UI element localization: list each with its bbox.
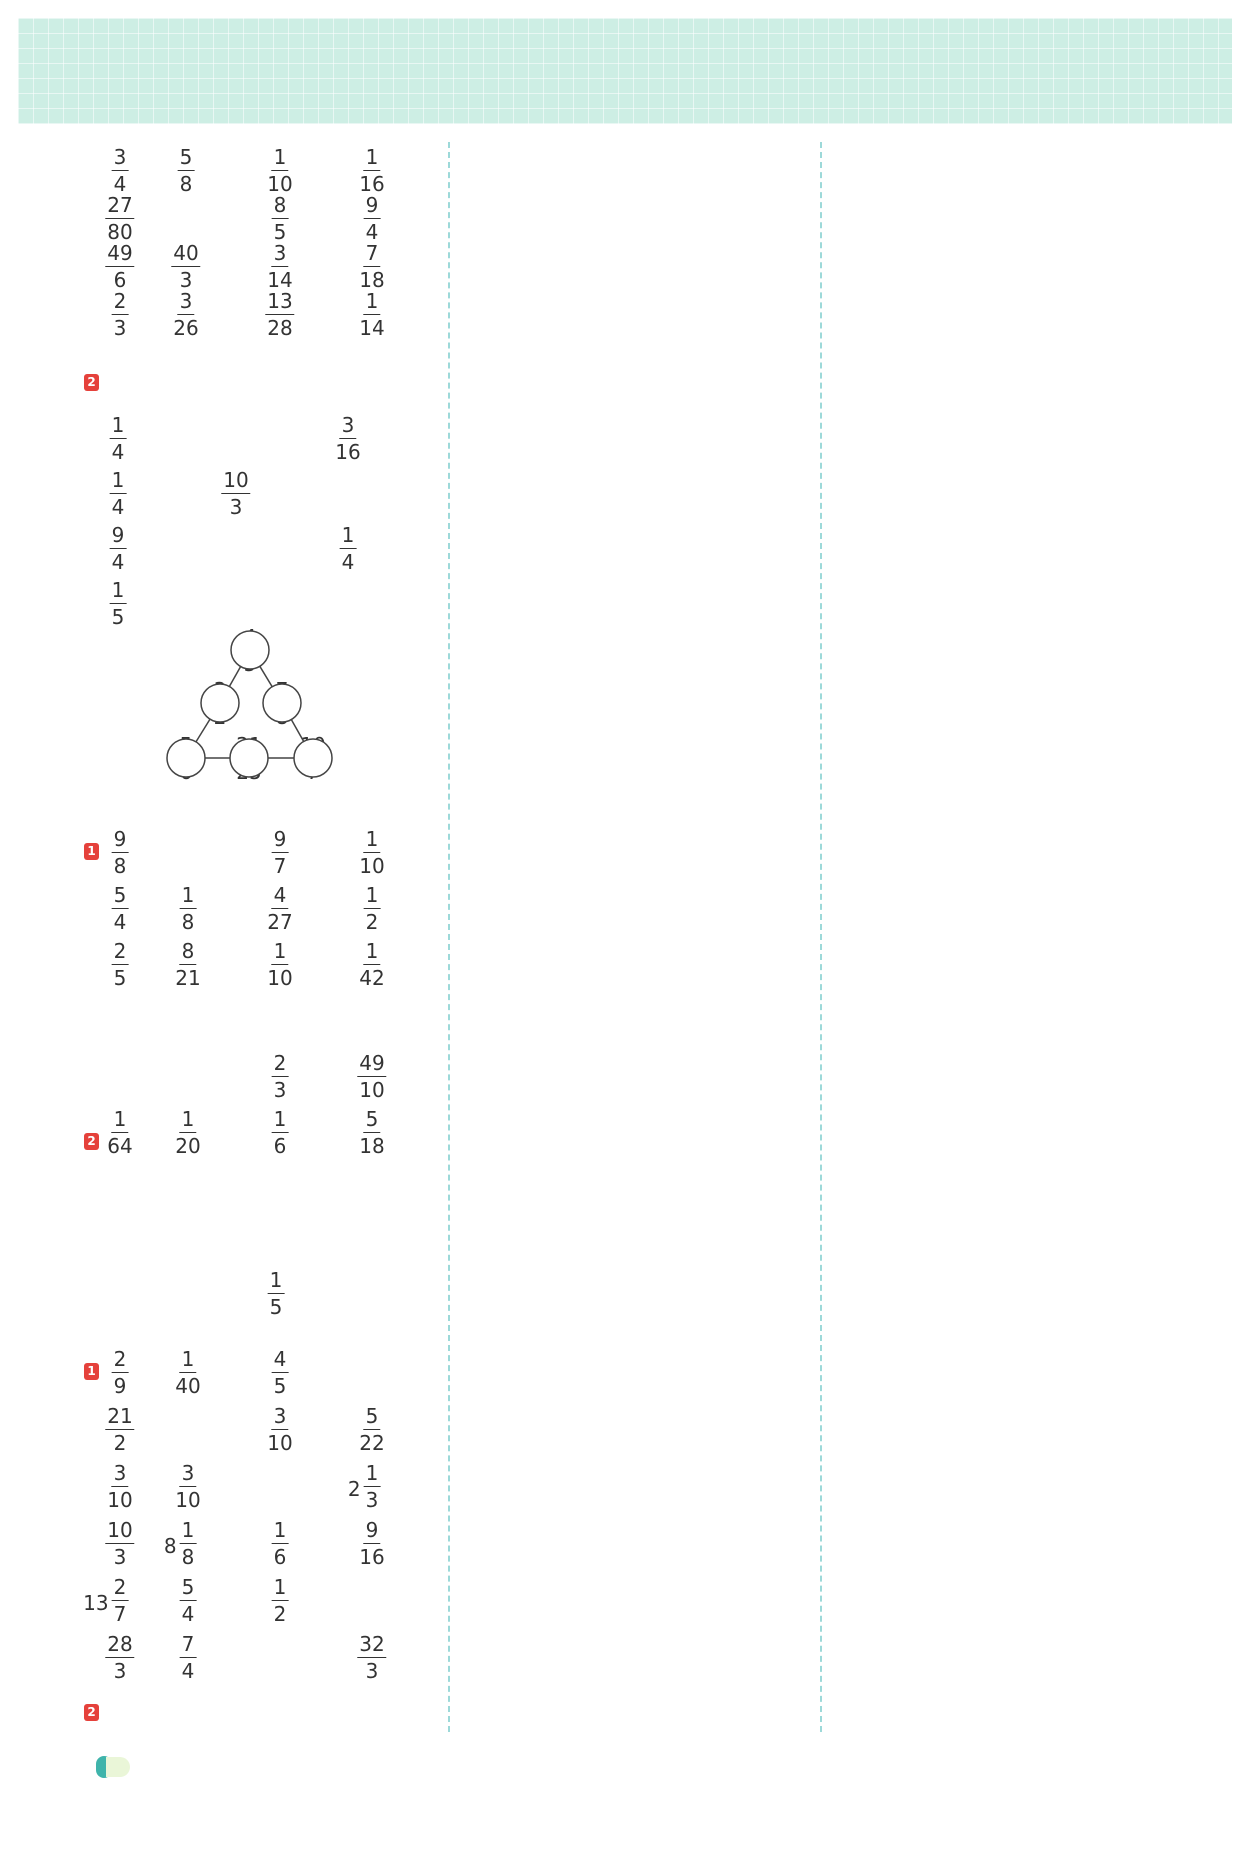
fraction: 1 64	[107, 1107, 133, 1158]
fraction: 1 20	[175, 1107, 201, 1158]
fraction: 1 14	[359, 289, 385, 340]
fraction: 9 4	[111, 523, 125, 574]
question-marker: 2	[84, 1704, 99, 1721]
fraction: 5 22	[359, 1404, 385, 1455]
fraction: 40 3	[173, 241, 199, 292]
fraction: 1 4	[111, 413, 125, 464]
fraction: 1 6	[273, 1518, 287, 1569]
question-marker: 2	[84, 374, 99, 391]
fraction: 8 5	[273, 193, 287, 244]
fraction: 2 3	[273, 1051, 287, 1102]
fraction: 5 4	[181, 1575, 195, 1626]
question-marker: 1	[84, 843, 99, 860]
fraction: 1 8	[181, 883, 195, 934]
fraction: 3 16	[335, 413, 361, 464]
fraction: 9 4	[365, 193, 379, 244]
fraction: 32 3	[359, 1632, 385, 1683]
fraction: 1 10	[267, 939, 293, 990]
fraction: 2 5	[113, 939, 127, 990]
fraction: 1 6	[273, 1107, 287, 1158]
fraction: 1 42	[359, 939, 385, 990]
fraction: 3 10	[175, 1461, 201, 1512]
fraction: 8 21	[175, 939, 201, 990]
fraction: 1 5	[111, 578, 125, 629]
fraction: 9 8	[113, 827, 127, 878]
fraction: 1 10	[267, 145, 293, 196]
fraction: 1 4	[341, 523, 355, 574]
fraction: 5 4	[113, 883, 127, 934]
fraction: 3 4	[113, 145, 127, 196]
fraction: 21 2	[107, 1404, 133, 1455]
fraction: 10 3	[107, 1518, 133, 1569]
fraction: 5 18	[359, 1107, 385, 1158]
fraction: 2 1 3	[347, 1461, 379, 1512]
fraction: 49 10	[359, 1051, 385, 1102]
fraction: 10 3	[223, 468, 249, 519]
fraction: 1 2	[365, 883, 379, 934]
fraction: 13 2 7	[83, 1575, 127, 1626]
fraction: 3 26	[173, 289, 199, 340]
fraction: 4 27	[267, 883, 293, 934]
fraction: 4 5	[273, 1347, 287, 1398]
fraction: 49 6	[107, 241, 133, 292]
fraction: 9 7	[273, 827, 287, 878]
fraction: 1 4	[111, 468, 125, 519]
fraction: 1 10	[359, 827, 385, 878]
fraction: 1 40	[175, 1347, 201, 1398]
fraction: 2 3	[113, 289, 127, 340]
fraction: 3 10	[267, 1404, 293, 1455]
fraction: 7 18	[359, 241, 385, 292]
grade-label	[106, 1757, 130, 1777]
question-marker: 1	[84, 1363, 99, 1380]
header-banner	[18, 18, 1232, 124]
fraction: 13 28	[267, 289, 293, 340]
fraction: 1 2	[273, 1575, 287, 1626]
fraction: 1 5	[269, 1268, 283, 1319]
fraction: 7 4	[181, 1632, 195, 1683]
fraction: 3 10	[107, 1461, 133, 1512]
fraction: 28 3	[107, 1632, 133, 1683]
column-divider	[820, 142, 822, 1732]
column-divider	[448, 142, 450, 1732]
page-footer	[96, 1756, 130, 1778]
fraction: 1 16	[359, 145, 385, 196]
number-tree-diagram	[160, 628, 390, 782]
fraction: 27 80	[107, 193, 133, 244]
fraction: 2 9	[113, 1347, 127, 1398]
fraction: 8 1 8	[163, 1518, 195, 1569]
fraction: 3 14	[267, 241, 293, 292]
question-marker: 2	[84, 1133, 99, 1150]
fraction: 5 8	[179, 145, 193, 196]
fraction: 9 16	[359, 1518, 385, 1569]
